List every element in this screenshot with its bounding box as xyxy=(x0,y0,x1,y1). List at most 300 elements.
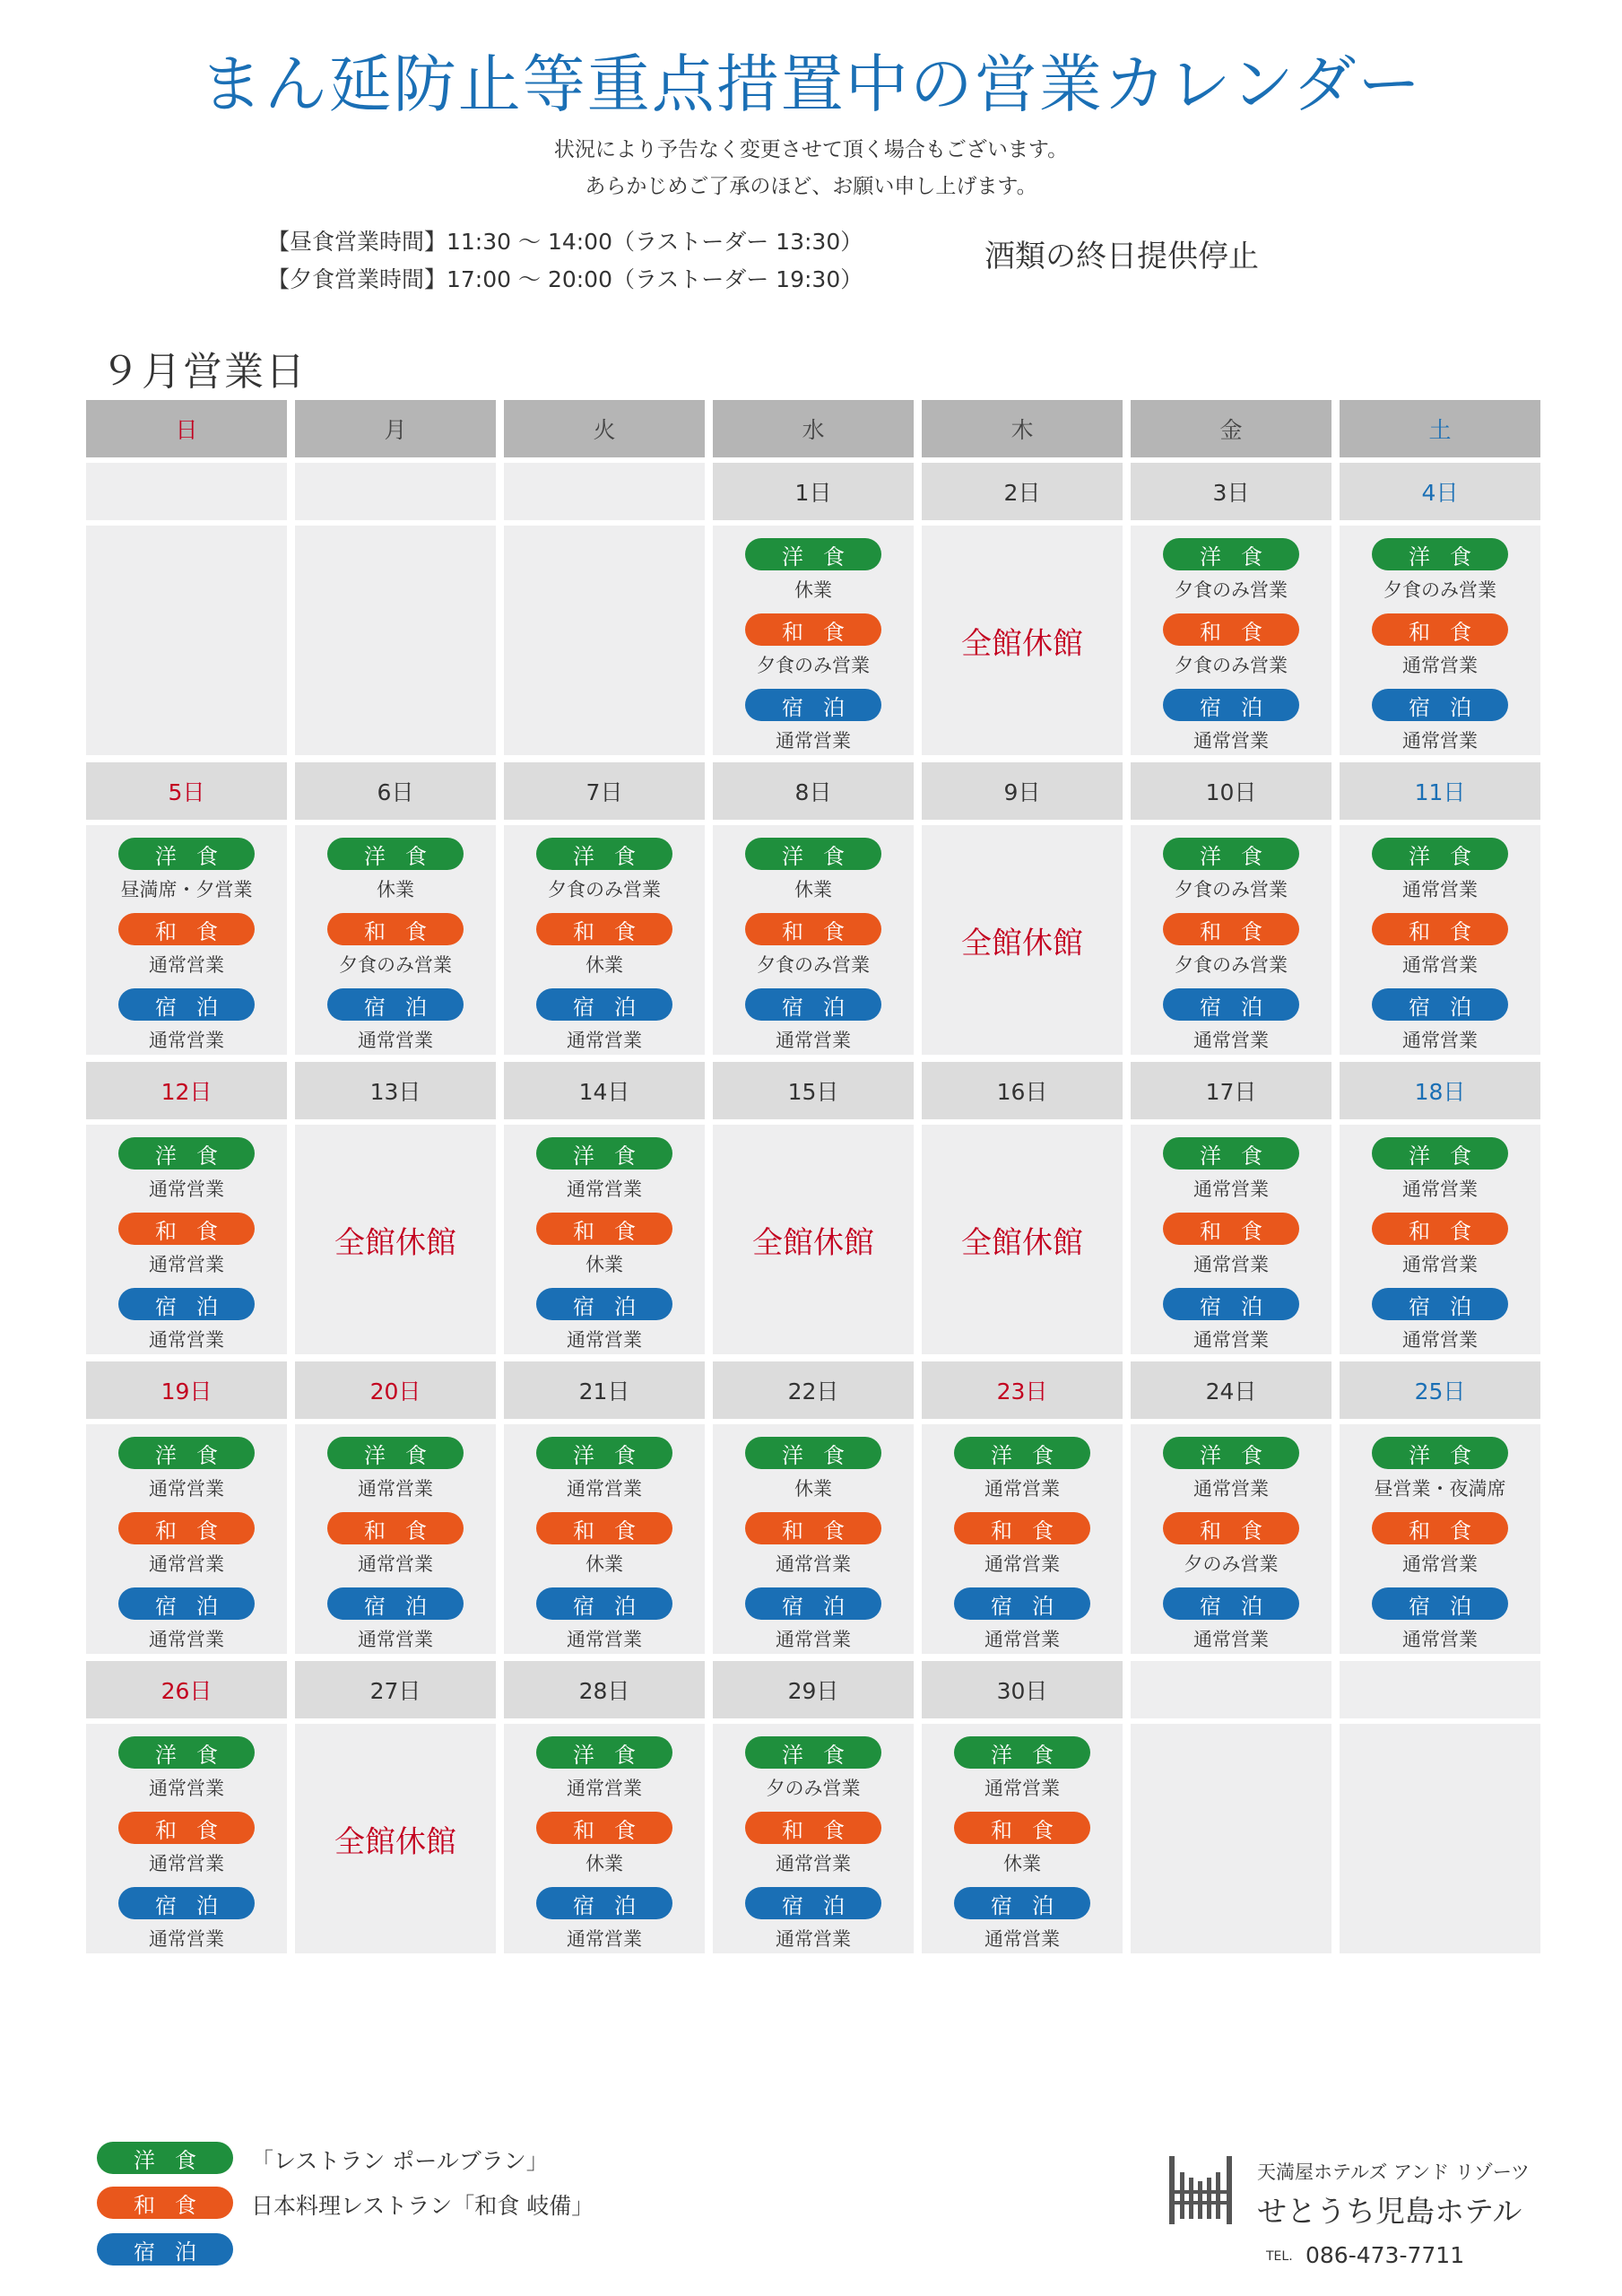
service-stay xyxy=(504,1887,705,1962)
service-japanese-pill: 和食 xyxy=(954,1812,1090,1844)
page-title: まん延防止等重点措置中の営業カレンダー xyxy=(199,48,1423,121)
lunch-hours: 【昼食営業時間】11:30 ～ 14:00（ラストーダー 13:30） xyxy=(267,229,863,255)
service-stay xyxy=(86,988,287,1064)
service-western xyxy=(86,1437,287,1512)
service-japanese-status: 夕のみ営業 xyxy=(1184,1553,1279,1575)
day-cell xyxy=(922,1724,1123,1953)
service-stay-status: 通常営業 xyxy=(358,1030,433,1051)
day-date: 1日 xyxy=(713,463,914,520)
service-stay-pill: 宿泊 xyxy=(118,1887,255,1919)
weekday-0: 日 xyxy=(86,400,287,457)
service-western-pill: 洋食 xyxy=(745,838,881,870)
service-japanese xyxy=(922,1812,1123,1887)
service-stay-status: 通常営業 xyxy=(567,1030,642,1051)
day-services xyxy=(1340,1424,1540,1654)
service-japanese xyxy=(1131,613,1331,689)
service-western xyxy=(504,1137,705,1213)
weekday-5: 金 xyxy=(1131,400,1331,457)
service-western-pill: 洋食 xyxy=(1163,1137,1299,1170)
service-western xyxy=(1340,838,1540,913)
service-western-pill: 洋食 xyxy=(1163,1437,1299,1469)
day-date: 14日 xyxy=(504,1062,705,1119)
day-services xyxy=(1340,825,1540,1055)
day-services xyxy=(1340,1125,1540,1354)
service-japanese xyxy=(713,913,914,988)
day-cell xyxy=(295,1125,496,1354)
legend-japanese-text: 日本料理レストラン「和食 岐備」 xyxy=(251,2193,594,2219)
service-stay-pill: 宿泊 xyxy=(118,1288,255,1320)
day-services xyxy=(504,1424,705,1654)
day-date xyxy=(86,463,287,520)
service-stay xyxy=(295,1587,496,1663)
service-japanese xyxy=(504,1512,705,1587)
service-japanese-pill: 和食 xyxy=(536,1213,672,1245)
service-japanese-status: 通常営業 xyxy=(1402,954,1478,976)
day-cell xyxy=(1131,1125,1331,1354)
service-japanese xyxy=(713,1512,914,1587)
service-western xyxy=(713,838,914,913)
service-stay-pill: 宿泊 xyxy=(1372,1587,1508,1620)
service-japanese-pill: 和食 xyxy=(536,1512,672,1544)
day-services xyxy=(504,825,705,1055)
service-japanese-pill: 和食 xyxy=(745,613,881,646)
service-western-pill: 洋食 xyxy=(745,1736,881,1769)
service-stay-pill: 宿泊 xyxy=(536,1587,672,1620)
service-western-pill: 洋食 xyxy=(954,1437,1090,1469)
service-western xyxy=(1340,538,1540,613)
weekday-header xyxy=(86,400,1542,457)
service-stay-pill: 宿泊 xyxy=(118,988,255,1021)
service-japanese xyxy=(1340,1512,1540,1587)
day-cell xyxy=(1131,1724,1331,1953)
service-western-pill: 洋食 xyxy=(536,1736,672,1769)
day-cell xyxy=(504,526,705,755)
service-western xyxy=(1131,838,1331,913)
day-date: 11日 xyxy=(1340,762,1540,820)
service-stay-status: 通常営業 xyxy=(1193,1030,1269,1051)
service-western-status: 休業 xyxy=(794,879,832,900)
hotel-name: せとうち児島ホテル xyxy=(1257,2194,1522,2229)
service-japanese-status: 通常営業 xyxy=(1402,1254,1478,1275)
service-western-status: 通常営業 xyxy=(1193,1178,1269,1200)
service-stay-status: 通常営業 xyxy=(1193,730,1269,752)
day-date: 16日 xyxy=(922,1062,1123,1119)
service-western-status: 通常営業 xyxy=(149,1178,224,1200)
service-stay xyxy=(922,1587,1123,1663)
service-japanese-status: 休業 xyxy=(585,1254,623,1275)
day-cell xyxy=(86,526,287,755)
service-japanese xyxy=(295,1512,496,1587)
service-japanese-status: 通常営業 xyxy=(149,954,224,976)
service-stay-status: 通常営業 xyxy=(776,1928,851,1950)
day-cell xyxy=(86,1125,287,1354)
service-western-status: 通常営業 xyxy=(149,1478,224,1500)
service-western xyxy=(1131,1137,1331,1213)
service-stay-pill: 宿泊 xyxy=(536,1288,672,1320)
service-western-status: 夕のみ営業 xyxy=(766,1778,861,1799)
service-japanese xyxy=(86,913,287,988)
service-stay xyxy=(1340,1288,1540,1363)
service-stay-pill: 宿泊 xyxy=(1163,1288,1299,1320)
day-cell xyxy=(504,825,705,1055)
day-cell xyxy=(713,825,914,1055)
service-western xyxy=(86,838,287,913)
service-stay-status: 通常営業 xyxy=(776,1030,851,1051)
service-stay-status: 通常営業 xyxy=(567,1928,642,1950)
service-stay-pill: 宿泊 xyxy=(745,988,881,1021)
service-japanese-status: 通常営業 xyxy=(776,1853,851,1874)
service-stay xyxy=(713,1887,914,1962)
day-date xyxy=(504,463,705,520)
day-cell xyxy=(922,825,1123,1055)
day-cell xyxy=(922,1125,1123,1354)
service-japanese xyxy=(1131,913,1331,988)
service-western-pill: 洋食 xyxy=(954,1736,1090,1769)
service-stay-pill: 宿泊 xyxy=(1163,1587,1299,1620)
day-services xyxy=(86,1424,287,1654)
service-japanese-status: 通常営業 xyxy=(149,1254,224,1275)
service-western xyxy=(295,838,496,913)
service-western-status: 夕食のみ営業 xyxy=(1383,579,1496,601)
day-services xyxy=(295,1424,496,1654)
service-japanese-pill: 和食 xyxy=(745,1812,881,1844)
day-date xyxy=(1131,1661,1331,1718)
day-cell xyxy=(713,526,914,755)
service-japanese-pill: 和食 xyxy=(1372,1213,1508,1245)
day-cell xyxy=(713,1424,914,1654)
day-cell xyxy=(295,1724,496,1953)
day-date: 13日 xyxy=(295,1062,496,1119)
legend-stay-pill: 宿泊 xyxy=(97,2233,233,2266)
day-services xyxy=(504,1125,705,1354)
service-japanese-pill: 和食 xyxy=(1372,1512,1508,1544)
day-date: 18日 xyxy=(1340,1062,1540,1119)
day-cell xyxy=(1131,1424,1331,1654)
service-western-pill: 洋食 xyxy=(1372,1437,1508,1469)
service-western xyxy=(922,1437,1123,1512)
service-stay xyxy=(1131,1587,1331,1663)
tel-number: 086-473-7711 xyxy=(1305,2242,1465,2268)
day-date: 5日 xyxy=(86,762,287,820)
alcohol-notice: 酒類の終日提供停止 xyxy=(984,239,1259,274)
service-western-status: 夕食のみ営業 xyxy=(548,879,661,900)
closed-label: 全館休館 xyxy=(334,1823,456,1860)
day-date: 24日 xyxy=(1131,1361,1331,1419)
day-cell xyxy=(713,1724,914,1953)
day-date: 30日 xyxy=(922,1661,1123,1718)
day-services xyxy=(1131,1424,1331,1654)
service-western-pill: 洋食 xyxy=(118,1437,255,1469)
service-japanese-pill: 和食 xyxy=(327,1512,464,1544)
service-japanese-status: 通常営業 xyxy=(358,1553,433,1575)
service-japanese xyxy=(86,1213,287,1288)
service-western-pill: 洋食 xyxy=(327,838,464,870)
service-japanese-status: 通常営業 xyxy=(984,1553,1060,1575)
service-japanese-status: 通常営業 xyxy=(1402,655,1478,676)
service-japanese-pill: 和食 xyxy=(536,913,672,945)
service-stay-pill: 宿泊 xyxy=(536,1887,672,1919)
service-western xyxy=(504,1736,705,1812)
service-western-pill: 洋食 xyxy=(1372,1137,1508,1170)
day-date: 7日 xyxy=(504,762,705,820)
service-western-status: 夕食のみ営業 xyxy=(1175,879,1288,900)
service-japanese xyxy=(504,1213,705,1288)
service-stay-pill: 宿泊 xyxy=(954,1587,1090,1620)
service-stay xyxy=(1340,988,1540,1064)
service-western-pill: 洋食 xyxy=(118,1736,255,1769)
service-japanese xyxy=(295,913,496,988)
notice-line-2: あらかじめご了承のほど、お願い申し上げます。 xyxy=(585,175,1037,198)
day-cell xyxy=(1340,825,1540,1055)
day-cell xyxy=(295,526,496,755)
service-japanese-pill: 和食 xyxy=(1163,613,1299,646)
service-japanese xyxy=(86,1512,287,1587)
service-japanese-pill: 和食 xyxy=(536,1812,672,1844)
day-cell xyxy=(86,1424,287,1654)
day-cell xyxy=(1131,526,1331,755)
service-japanese-status: 通常営業 xyxy=(149,1553,224,1575)
service-stay-status: 通常営業 xyxy=(149,1629,224,1650)
legend-japanese-pill: 和食 xyxy=(97,2187,233,2219)
day-cell xyxy=(86,825,287,1055)
service-western xyxy=(295,1437,496,1512)
weekday-6: 土 xyxy=(1340,400,1540,457)
service-stay-status: 通常営業 xyxy=(776,730,851,752)
service-western xyxy=(86,1736,287,1812)
service-japanese xyxy=(922,1512,1123,1587)
day-date: 3日 xyxy=(1131,463,1331,520)
service-stay xyxy=(713,689,914,764)
service-japanese-pill: 和食 xyxy=(954,1512,1090,1544)
service-western-pill: 洋食 xyxy=(327,1437,464,1469)
day-date: 19日 xyxy=(86,1361,287,1419)
closed-label: 全館休館 xyxy=(334,1224,456,1261)
day-services xyxy=(1340,526,1540,755)
service-stay-status: 通常営業 xyxy=(1193,1629,1269,1650)
service-stay-pill: 宿泊 xyxy=(536,988,672,1021)
service-stay xyxy=(86,1887,287,1962)
service-western xyxy=(713,1736,914,1812)
day-date: 2日 xyxy=(922,463,1123,520)
service-japanese xyxy=(1340,913,1540,988)
service-stay xyxy=(86,1587,287,1663)
service-stay xyxy=(86,1288,287,1363)
service-stay-pill: 宿泊 xyxy=(954,1887,1090,1919)
service-japanese-status: 通常営業 xyxy=(776,1553,851,1575)
day-date: 21日 xyxy=(504,1361,705,1419)
hotel-group-name: 天満屋ホテルズ アンド リゾーツ xyxy=(1257,2161,1530,2183)
day-cell xyxy=(1131,825,1331,1055)
day-services xyxy=(1131,526,1331,755)
service-japanese-pill: 和食 xyxy=(118,1512,255,1544)
day-services xyxy=(713,1424,914,1654)
day-date: 17日 xyxy=(1131,1062,1331,1119)
service-japanese-status: 休業 xyxy=(1003,1853,1041,1874)
day-date: 12日 xyxy=(86,1062,287,1119)
service-japanese xyxy=(713,613,914,689)
service-stay xyxy=(504,1587,705,1663)
day-services xyxy=(713,1724,914,1953)
service-stay-pill: 宿泊 xyxy=(1372,1288,1508,1320)
service-stay-pill: 宿泊 xyxy=(745,1587,881,1620)
service-japanese-pill: 和食 xyxy=(1163,913,1299,945)
day-services xyxy=(713,825,914,1055)
service-stay xyxy=(1131,988,1331,1064)
service-western-status: 通常営業 xyxy=(567,1778,642,1799)
closed-label: 全館休館 xyxy=(961,625,1083,662)
service-western-status: 通常営業 xyxy=(567,1178,642,1200)
service-japanese xyxy=(713,1812,914,1887)
service-western xyxy=(922,1736,1123,1812)
closed-label: 全館休館 xyxy=(752,1224,874,1261)
day-cell xyxy=(1340,1125,1540,1354)
weekday-2: 火 xyxy=(504,400,705,457)
service-western xyxy=(1131,538,1331,613)
service-western-status: 通常営業 xyxy=(149,1778,224,1799)
service-western xyxy=(713,1437,914,1512)
service-western-pill: 洋食 xyxy=(536,1137,672,1170)
service-western-pill: 洋食 xyxy=(745,538,881,570)
notice-line-1: 状況により予告なく変更させて頂く場合もございます。 xyxy=(553,138,1069,161)
day-cell xyxy=(922,526,1123,755)
day-date: 26日 xyxy=(86,1661,287,1718)
service-western-pill: 洋食 xyxy=(1163,538,1299,570)
day-date: 15日 xyxy=(713,1062,914,1119)
service-japanese xyxy=(1340,613,1540,689)
weekday-1: 月 xyxy=(295,400,496,457)
day-cell xyxy=(1340,1724,1540,1953)
service-stay-status: 通常営業 xyxy=(984,1629,1060,1650)
day-services xyxy=(1131,1125,1331,1354)
service-stay-pill: 宿泊 xyxy=(327,988,464,1021)
day-date: 27日 xyxy=(295,1661,496,1718)
service-japanese-status: 夕食のみ営業 xyxy=(339,954,452,976)
service-japanese-status: 休業 xyxy=(585,1553,623,1575)
day-date: 29日 xyxy=(713,1661,914,1718)
service-japanese-pill: 和食 xyxy=(118,1812,255,1844)
weekday-3: 水 xyxy=(713,400,914,457)
service-japanese-pill: 和食 xyxy=(327,913,464,945)
service-western-status: 休業 xyxy=(794,579,832,601)
day-services xyxy=(295,825,496,1055)
service-western-pill: 洋食 xyxy=(536,838,672,870)
day-date xyxy=(1340,1661,1540,1718)
service-stay-pill: 宿泊 xyxy=(745,689,881,721)
service-stay-status: 通常営業 xyxy=(567,1329,642,1351)
service-stay-status: 通常営業 xyxy=(1193,1329,1269,1351)
day-date: 8日 xyxy=(713,762,914,820)
service-stay xyxy=(504,1288,705,1363)
day-date: 28日 xyxy=(504,1661,705,1718)
service-stay-status: 通常営業 xyxy=(149,1329,224,1351)
hotel-logo-icon xyxy=(1167,2156,1234,2224)
service-western xyxy=(713,538,914,613)
service-western xyxy=(1340,1437,1540,1512)
service-western-status: 通常営業 xyxy=(984,1478,1060,1500)
service-stay xyxy=(713,988,914,1064)
service-japanese-pill: 和食 xyxy=(1372,613,1508,646)
service-western-pill: 洋食 xyxy=(1372,538,1508,570)
closed-label: 全館休館 xyxy=(961,925,1083,961)
service-stay xyxy=(1340,689,1540,764)
service-stay-status: 通常営業 xyxy=(984,1928,1060,1950)
day-cell xyxy=(295,825,496,1055)
service-stay-pill: 宿泊 xyxy=(1163,988,1299,1021)
service-western-status: 休業 xyxy=(794,1478,832,1500)
service-stay-status: 通常営業 xyxy=(1402,1629,1478,1650)
service-japanese-pill: 和食 xyxy=(1163,1213,1299,1245)
service-western-pill: 洋食 xyxy=(118,838,255,870)
service-japanese-status: 通常営業 xyxy=(149,1853,224,1874)
service-japanese-pill: 和食 xyxy=(745,913,881,945)
service-japanese-status: 通常営業 xyxy=(1193,1254,1269,1275)
service-stay xyxy=(504,988,705,1064)
day-date: 10日 xyxy=(1131,762,1331,820)
service-western-status: 通常営業 xyxy=(567,1478,642,1500)
service-stay-status: 通常営業 xyxy=(1402,1030,1478,1051)
service-western-pill: 洋食 xyxy=(1372,838,1508,870)
service-western xyxy=(1340,1137,1540,1213)
day-cell xyxy=(922,1424,1123,1654)
service-stay-status: 通常営業 xyxy=(567,1629,642,1650)
service-japanese-pill: 和食 xyxy=(1163,1512,1299,1544)
legend-western-pill: 洋食 xyxy=(97,2142,233,2174)
day-services xyxy=(86,1724,287,1953)
day-cell xyxy=(504,1724,705,1953)
service-stay-status: 通常営業 xyxy=(149,1030,224,1051)
service-western-status: 通常営業 xyxy=(984,1778,1060,1799)
day-services xyxy=(86,825,287,1055)
service-western xyxy=(1131,1437,1331,1512)
service-western-status: 昼満席・夕営業 xyxy=(120,879,253,900)
service-stay-pill: 宿泊 xyxy=(1372,689,1508,721)
service-stay xyxy=(1340,1587,1540,1663)
service-stay-pill: 宿泊 xyxy=(327,1587,464,1620)
service-stay xyxy=(295,988,496,1064)
closed-label: 全館休館 xyxy=(961,1224,1083,1261)
service-japanese-status: 夕食のみ営業 xyxy=(1175,655,1288,676)
day-date: 20日 xyxy=(295,1361,496,1419)
service-western xyxy=(86,1137,287,1213)
day-cell xyxy=(504,1125,705,1354)
day-cell xyxy=(295,1424,496,1654)
day-services xyxy=(922,1424,1123,1654)
service-western-status: 通常営業 xyxy=(1402,879,1478,900)
day-date xyxy=(295,463,496,520)
service-western-status: 通常営業 xyxy=(1193,1478,1269,1500)
service-japanese-status: 夕食のみ営業 xyxy=(757,655,870,676)
service-japanese xyxy=(86,1812,287,1887)
legend-western-text: 「レストラン ポールブラン」 xyxy=(251,2148,549,2174)
day-services xyxy=(713,526,914,755)
day-services xyxy=(504,1724,705,1953)
service-stay-status: 通常営業 xyxy=(149,1928,224,1950)
service-japanese-status: 休業 xyxy=(585,1853,623,1874)
service-stay-pill: 宿泊 xyxy=(1372,988,1508,1021)
service-japanese-status: 夕食のみ営業 xyxy=(1175,954,1288,976)
service-stay-pill: 宿泊 xyxy=(118,1587,255,1620)
day-cell xyxy=(713,1125,914,1354)
service-japanese xyxy=(1131,1512,1331,1587)
dinner-hours: 【夕食営業時間】17:00 ～ 20:00（ラストーダー 19:30） xyxy=(267,266,863,292)
service-japanese-status: 休業 xyxy=(585,954,623,976)
service-japanese-status: 夕食のみ営業 xyxy=(757,954,870,976)
day-services xyxy=(86,1125,287,1354)
service-japanese-pill: 和食 xyxy=(118,913,255,945)
day-cell xyxy=(504,1424,705,1654)
day-date: 9日 xyxy=(922,762,1123,820)
day-cell xyxy=(1340,526,1540,755)
